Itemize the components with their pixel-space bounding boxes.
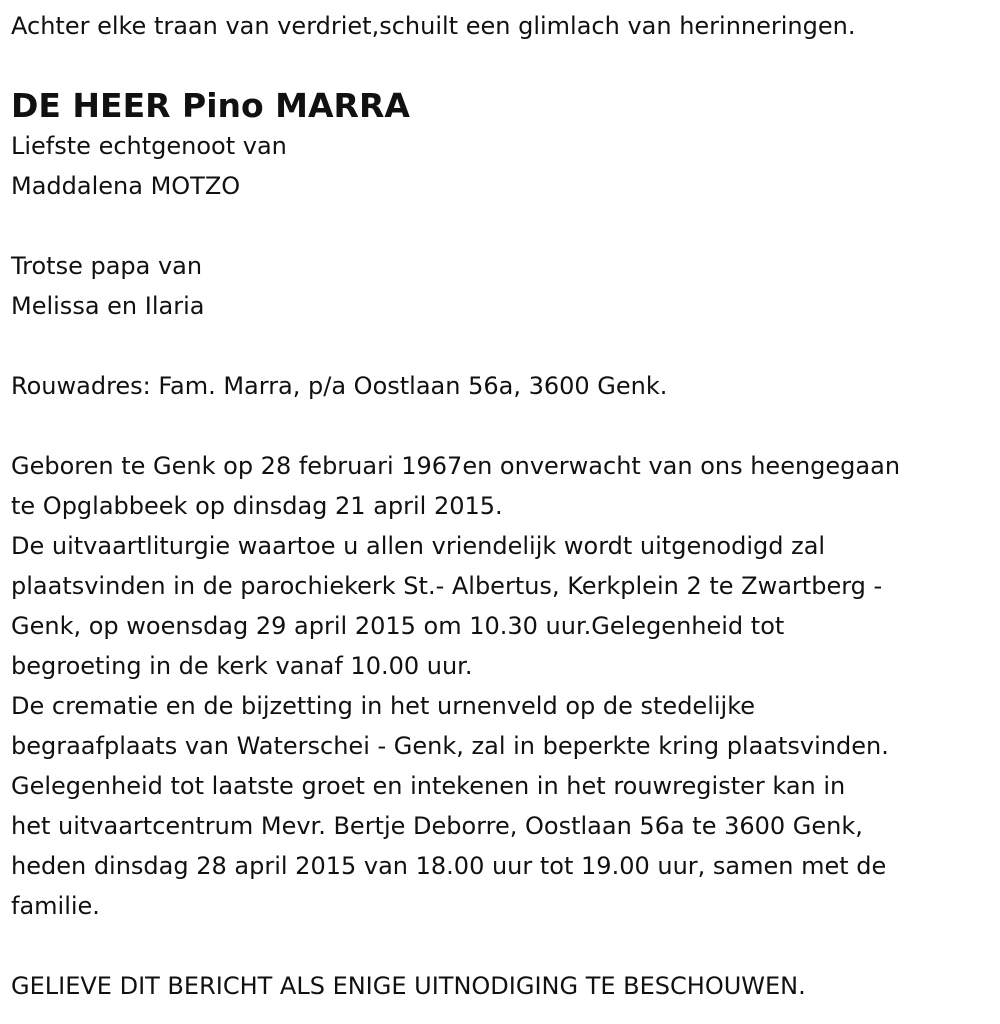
body-line: te Opglabbeek op dinsdag 21 april 2015. bbox=[11, 492, 503, 520]
spacer bbox=[11, 406, 991, 446]
spacer bbox=[11, 206, 991, 246]
body-line: heden dinsdag 28 april 2015 van 18.00 uur tot 19.00 uur, samen met de bbox=[11, 852, 887, 880]
body-line: De uitvaartliturgie waartoe u allen vriendelijk wordt uitgenodigd zal bbox=[11, 532, 826, 560]
body-line: begroeting in de kerk vanaf 10.00 uur. bbox=[11, 652, 473, 680]
spouse-line-1: Liefste echtgenoot van bbox=[11, 132, 287, 160]
children-names: Melissa en Ilaria bbox=[11, 292, 205, 320]
motto: Achter elke traan van verdriet,schuilt een glimlach van herinneringen. bbox=[11, 12, 856, 40]
body-line: plaatsvinden in de parochiekerk St.- Albertus, Kerkplein 2 te Zwartberg - bbox=[11, 572, 883, 600]
body-line: Genk, op woensdag 29 april 2015 om 10.30 uur.Gelegenheid tot bbox=[11, 612, 785, 640]
spacer bbox=[11, 926, 991, 966]
body-line: Gelegenheid tot laatste groet en intekenen in het rouwregister kan in bbox=[11, 772, 846, 800]
body-line: Geboren te Genk op 28 februari 1967en onverwacht van ons heengegaan bbox=[11, 452, 901, 480]
body-line: begraafplaats van Waterschei - Genk, zal in beperkte kring plaatsvinden. bbox=[11, 732, 889, 760]
children-line-1: Trotse papa van bbox=[11, 252, 203, 280]
body-line: De crematie en de bijzetting in het urnenveld op de stedelijke bbox=[11, 692, 755, 720]
closing-notice: GELIEVE DIT BERICHT ALS ENIGE UITNODIGING TE BESCHOUWEN. bbox=[11, 972, 806, 1000]
mourning-address: Rouwadres: Fam. Marra, p/a Oostlaan 56a, 3600 Genk. bbox=[11, 372, 668, 400]
spouse-name: Maddalena MOTZO bbox=[11, 172, 241, 200]
body-line: familie. bbox=[11, 892, 100, 920]
notice-body bbox=[11, 446, 991, 926]
notice-title: DE HEER Pino MARRA bbox=[11, 86, 410, 125]
body-line: het uitvaartcentrum Mevr. Bertje Deborre, Oostlaan 56a te 3600 Genk, bbox=[11, 812, 863, 840]
spacer bbox=[11, 326, 991, 366]
death-notice bbox=[11, 0, 991, 1006]
